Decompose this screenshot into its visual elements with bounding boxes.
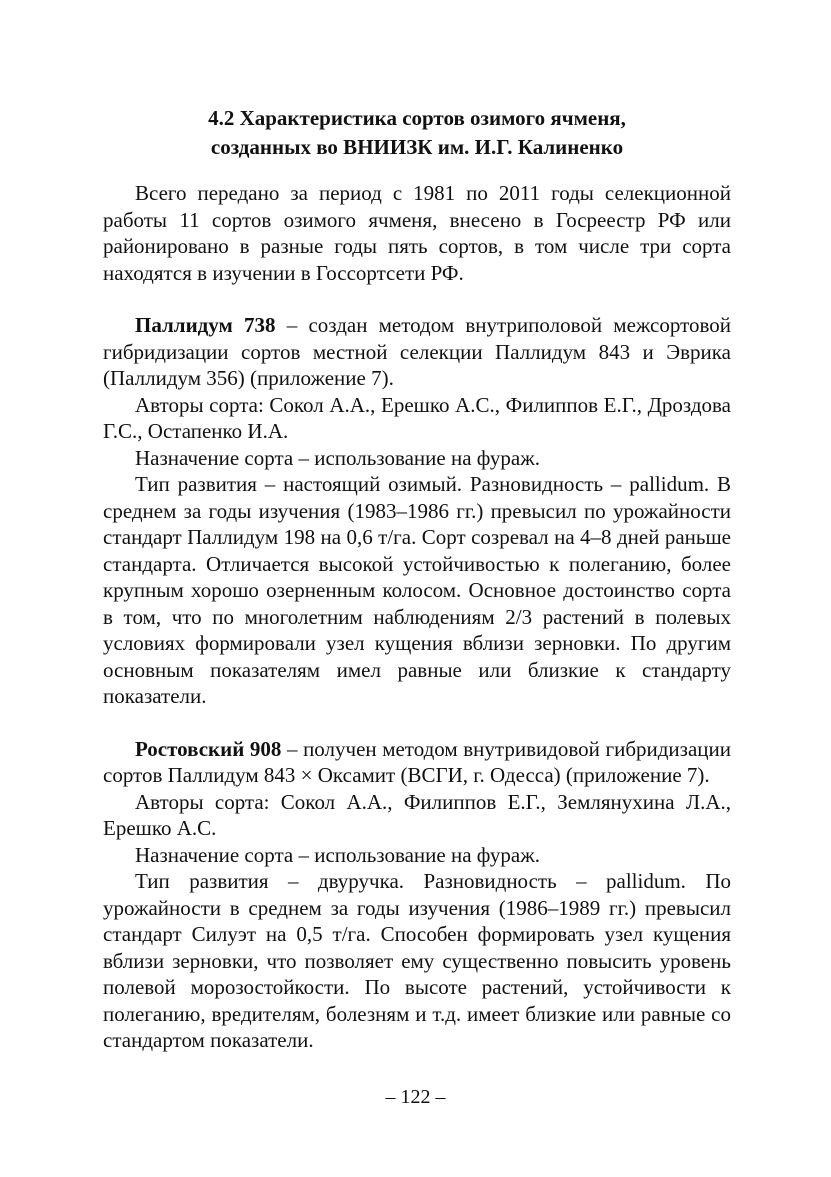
section-title-line-2: созданных во ВНИИЗК им. И.Г. Калиненко [210, 135, 624, 159]
section-title-line-1: 4.2 Характеристика сортов озимого ячменя, [208, 106, 626, 130]
variety-authors: Авторы сорта: Сокол А.А., Филиппов Е.Г., Землянухина Л.А., Ерешко А.С. [103, 789, 731, 840]
variety-purpose: Назначение сорта – использование на фураж. [135, 842, 540, 867]
variety-origin-text: – создан методом внутриполовой межсортовой гибридизации сортов местной селекции Паллидум 843 и Эврика (Паллидум 356) (приложение 7). [103, 313, 731, 390]
variety-purpose: Назначение сорта – использование на фураж. [135, 445, 540, 470]
variety-description: Тип развития – двуручка. Разновидность – pallidum. По урожайности в среднем за годы изучения (1986–1989 гг.) превысил стандарт Силуэт на 0,5 т/га. Способен формировать узел кущения вблизи зерновки, что позволяет ему существенно повысить уровень полевой морозостойкости. По высоте растений, устойчивости к полеганию, вредителям, болезням и т.д. имеет близкие или равные со стандартом показатели. [103, 869, 731, 1052]
spacer [103, 286, 731, 312]
page-number: – 122 – [385, 1086, 446, 1108]
intro-paragraph: Всего передано за период с 1981 по 2011 годы селекционной работы 11 сортов озимого ячменя, внесено в Госреестр РФ или районировано в разные годы пять сортов, в том числе три сорта находятся в изучении в Госсортсети РФ. [103, 181, 731, 285]
variety-description: Тип развития – настоящий озимый. Разновидность – pallidum. В среднем за годы изучения (1983–1986 гг.) превысил по урожайности стандарт Паллидум 198 на 0,6 т/га. Сорт созревал на 4–8 дней раньше стандарта. Отличается высокой устойчивостью к полеганию, более крупным хорошо озерненным колосом. Основное достоинство сорта в том, что по многолетним наблюдениям 2/3 растений в полевых условиях формировали узел кущения вблизи зерновки. По другим основным показателям имел равные или близкие к стандарту показатели. [103, 472, 731, 708]
page-content [103, 104, 731, 1054]
variety-origin-text: – получен методом внутривидовой гибридизации сортов Паллидум 843 × Оксамит (ВСГИ, г. Одесса) (приложение 7). [103, 736, 732, 787]
variety-authors: Авторы сорта: Сокол А.А., Ерешко А.С., Филиппов Е.Г., Дроздова Г.С., Остапенко И.А. [103, 392, 731, 443]
variety-origin [103, 312, 731, 392]
variety-name: Ростовский 908 [135, 736, 282, 761]
variety-name: Паллидум 738 [135, 313, 276, 337]
variety-block-rostovsky-908 [103, 736, 731, 1054]
section-title [103, 104, 731, 162]
variety-block-pallidum-738 [103, 312, 731, 710]
spacer [103, 710, 731, 736]
variety-origin [103, 736, 731, 789]
